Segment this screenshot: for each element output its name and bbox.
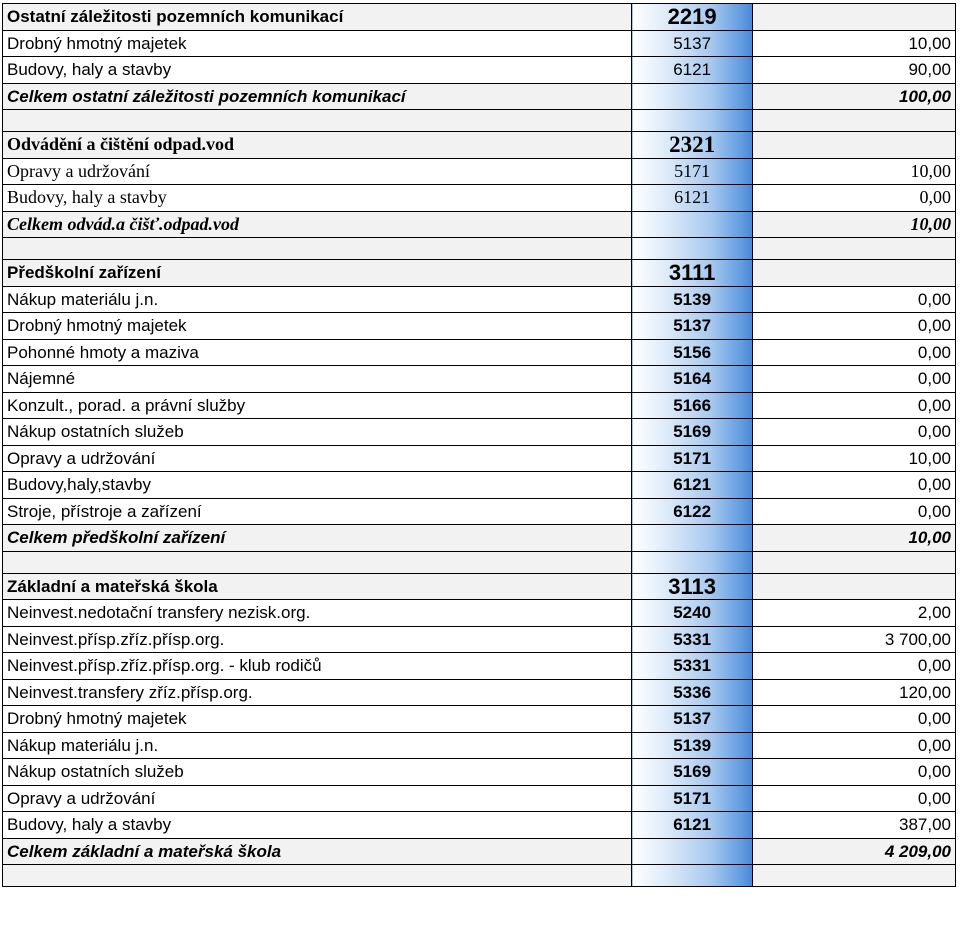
item-value: 0,00 <box>753 419 956 446</box>
item-name: Nákup ostatních služeb <box>3 759 632 786</box>
table-row <box>3 759 956 786</box>
item-code: 6121 <box>632 185 753 212</box>
item-value: 2,00 <box>753 600 956 627</box>
item-value: 387,00 <box>753 812 956 839</box>
section-code: 3113 <box>632 573 753 600</box>
section-2321 <box>3 132 956 260</box>
item-value: 0,00 <box>753 759 956 786</box>
item-code: 5331 <box>632 626 753 653</box>
section-code: 2219 <box>632 4 753 31</box>
item-value: 10,00 <box>753 30 956 57</box>
item-name: Drobný hmotný majetek <box>3 313 632 340</box>
item-name: Opravy a udržování <box>3 445 632 472</box>
table-row <box>3 286 956 313</box>
table-row <box>3 313 956 340</box>
item-value: 0,00 <box>753 313 956 340</box>
table-row <box>3 653 956 680</box>
table-row <box>3 158 956 185</box>
total-row <box>3 525 956 552</box>
table-row <box>3 57 956 84</box>
section-title-row <box>3 573 956 600</box>
item-code: 6121 <box>632 472 753 499</box>
spacer-row <box>3 110 956 132</box>
item-code: 5171 <box>632 158 753 185</box>
item-code: 6122 <box>632 498 753 525</box>
item-name: Budovy,haly,stavby <box>3 472 632 499</box>
item-value: 0,00 <box>753 392 956 419</box>
item-value: 0,00 <box>753 286 956 313</box>
item-code: 5164 <box>632 366 753 393</box>
spacer-row <box>3 551 956 573</box>
section-title: Ostatní záležitosti pozemních komunikací <box>3 4 632 31</box>
table-row <box>3 185 956 212</box>
item-name: Neinvest.přísp.zříz.přísp.org. <box>3 626 632 653</box>
section-3111 <box>3 260 956 574</box>
item-code: 5171 <box>632 785 753 812</box>
item-name: Nákup ostatních služeb <box>3 419 632 446</box>
total-label: Celkem ostatní záležitosti pozemních komunikací <box>3 83 632 110</box>
item-code: 5139 <box>632 732 753 759</box>
total-code <box>632 838 753 865</box>
item-name: Pohonné hmoty a maziva <box>3 339 632 366</box>
section-code: 3111 <box>632 260 753 287</box>
item-value: 0,00 <box>753 653 956 680</box>
item-name: Neinvest.transfery zříz.přísp.org. <box>3 679 632 706</box>
item-code: 5137 <box>632 313 753 340</box>
section-3113 <box>3 573 956 887</box>
item-code: 5139 <box>632 286 753 313</box>
item-value: 0,00 <box>753 339 956 366</box>
section-2219 <box>3 4 956 132</box>
section-title: Předškolní zařízení <box>3 260 632 287</box>
spacer-row <box>3 238 956 260</box>
total-code <box>632 83 753 110</box>
item-value: 0,00 <box>753 732 956 759</box>
table-row <box>3 706 956 733</box>
item-value: 0,00 <box>753 472 956 499</box>
item-name: Budovy, haly a stavby <box>3 812 632 839</box>
item-value: 0,00 <box>753 706 956 733</box>
item-name: Neinvest.nedotační transfery nezisk.org. <box>3 600 632 627</box>
item-code: 6121 <box>632 812 753 839</box>
item-value: 0,00 <box>753 498 956 525</box>
item-code: 5336 <box>632 679 753 706</box>
section-code: 2321 <box>632 132 753 159</box>
item-name: Opravy a udržování <box>3 158 632 185</box>
item-name: Budovy, haly a stavby <box>3 185 632 212</box>
item-name: Opravy a udržování <box>3 785 632 812</box>
item-code: 6121 <box>632 57 753 84</box>
item-code: 5137 <box>632 706 753 733</box>
item-value: 0,00 <box>753 185 956 212</box>
table-row <box>3 30 956 57</box>
total-value: 10,00 <box>753 211 956 238</box>
total-row <box>3 211 956 238</box>
total-label: Celkem předškolní zařízení <box>3 525 632 552</box>
item-code: 5169 <box>632 759 753 786</box>
item-value: 120,00 <box>753 679 956 706</box>
section-value <box>753 260 956 287</box>
spacer-row <box>3 865 956 887</box>
total-row <box>3 838 956 865</box>
table-row <box>3 472 956 499</box>
item-value: 3 700,00 <box>753 626 956 653</box>
item-value: 0,00 <box>753 366 956 393</box>
item-code: 5171 <box>632 445 753 472</box>
table-row <box>3 392 956 419</box>
total-label: Celkem základní a mateřská škola <box>3 838 632 865</box>
section-title: Základní a mateřská škola <box>3 573 632 600</box>
table-row <box>3 498 956 525</box>
total-value: 4 209,00 <box>753 838 956 865</box>
section-title-row <box>3 132 956 159</box>
item-name: Stroje, přístroje a zařízení <box>3 498 632 525</box>
item-name: Drobný hmotný majetek <box>3 30 632 57</box>
item-code: 5156 <box>632 339 753 366</box>
section-value <box>753 4 956 31</box>
table-row <box>3 600 956 627</box>
item-value: 90,00 <box>753 57 956 84</box>
item-name: Drobný hmotný majetek <box>3 706 632 733</box>
table-row <box>3 626 956 653</box>
table-row <box>3 679 956 706</box>
item-name: Nájemné <box>3 366 632 393</box>
total-value: 100,00 <box>753 83 956 110</box>
total-value: 10,00 <box>753 525 956 552</box>
item-code: 5166 <box>632 392 753 419</box>
item-name: Neinvest.přísp.zříz.přísp.org. - klub rodičů <box>3 653 632 680</box>
item-name: Budovy, haly a stavby <box>3 57 632 84</box>
total-row <box>3 83 956 110</box>
table-row <box>3 812 956 839</box>
table-row <box>3 445 956 472</box>
section-value <box>753 132 956 159</box>
item-name: Konzult., porad. a právní služby <box>3 392 632 419</box>
item-code: 5137 <box>632 30 753 57</box>
budget-table <box>2 3 956 887</box>
section-title: Odvádění a čištění odpad.vod <box>3 132 632 159</box>
section-value <box>753 573 956 600</box>
table-row <box>3 732 956 759</box>
item-value: 10,00 <box>753 445 956 472</box>
item-name: Nákup materiálu j.n. <box>3 732 632 759</box>
section-title-row <box>3 260 956 287</box>
table-row <box>3 339 956 366</box>
table-row <box>3 366 956 393</box>
item-name: Nákup materiálu j.n. <box>3 286 632 313</box>
table-row <box>3 419 956 446</box>
item-code: 5169 <box>632 419 753 446</box>
section-title-row <box>3 4 956 31</box>
total-label: Celkem odvád.a čišť.odpad.vod <box>3 211 632 238</box>
total-code <box>632 211 753 238</box>
item-value: 0,00 <box>753 785 956 812</box>
item-value: 10,00 <box>753 158 956 185</box>
item-code: 5240 <box>632 600 753 627</box>
total-code <box>632 525 753 552</box>
item-code: 5331 <box>632 653 753 680</box>
table-row <box>3 785 956 812</box>
